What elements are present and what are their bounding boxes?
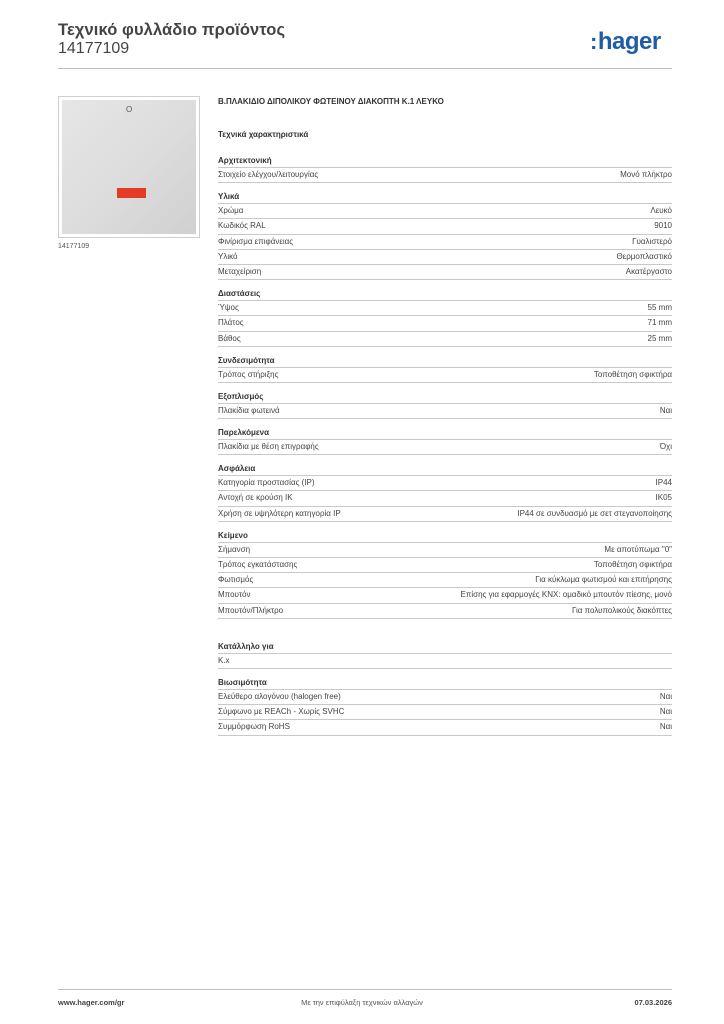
spec-value: IP44 σε συνδυασμό με σετ στεγανοποίησης (517, 508, 672, 518)
spec-label: Μπουτόν/Πλήκτρο (218, 605, 284, 615)
spec-value: 9010 (654, 221, 672, 231)
spec-label: Υλικό (218, 251, 238, 261)
spec-value: 25 mm (647, 333, 672, 343)
spec-label: Κωδικός RAL (218, 221, 266, 231)
spec-value: Ναι (659, 722, 672, 732)
spec-row (218, 315, 672, 330)
spec-value: IK05 (655, 493, 672, 503)
spec-label: Φωτισμός (218, 575, 254, 585)
header-divider (58, 68, 672, 69)
switch-plate-picture (62, 100, 196, 234)
spec-label: Ελεύθερο αλογόνου (halogen free) (218, 691, 341, 701)
section-title: Διαστάσεις (218, 289, 261, 299)
spec-row (218, 218, 672, 233)
footer-note: Με την επιφύλαξη τεχνικών αλλαγών (301, 998, 423, 1007)
spec-label: Σήμανση (218, 544, 251, 554)
section-title: Συνδεσιμότητα (218, 355, 275, 365)
spec-label: Μεταχείριση (218, 266, 262, 276)
spec-value: Μονό πλήκτρο (620, 170, 672, 179)
spec-row (218, 234, 672, 249)
spec-value: Με αποτύπωμα "0" (604, 544, 672, 554)
spec-label: Αντοχή σε κρούση IK (218, 493, 293, 503)
spec-row (218, 689, 672, 704)
spec-row (218, 249, 672, 264)
spec-section (218, 463, 672, 522)
spec-section (218, 427, 672, 455)
section-title: Παρελκόμενα (218, 428, 270, 438)
spec-section (218, 155, 672, 183)
spec-label: Μπουτόν (218, 590, 251, 600)
spec-row (218, 603, 672, 619)
footer-date: 07.03.2026 (634, 998, 672, 1007)
spec-value: 71 mm (647, 318, 672, 328)
spec-label: Ύψος (218, 303, 239, 313)
spec-label: Χρώμα (218, 206, 244, 216)
spec-value: Όχι (659, 442, 672, 452)
spec-value: 55 mm (647, 303, 672, 313)
spec-value: Ακατέργαστο (625, 266, 672, 276)
spec-row (218, 653, 672, 669)
image-caption: 14177109 (58, 243, 90, 250)
hager-logo: :hager (590, 28, 661, 55)
spec-row (218, 719, 672, 735)
spec-value: Ναι (659, 405, 672, 415)
section-title: Κείμενο (218, 530, 248, 540)
section-title: Κατάλληλο για (218, 641, 274, 651)
spec-row (218, 506, 672, 522)
section-title: Αρχιτεκτονική (218, 156, 272, 165)
section-title: Υλικά (218, 192, 240, 202)
spec-label: Πλακίδια φωτεινά (218, 405, 280, 415)
product-image (58, 96, 200, 238)
spec-label: Τρόπος στήριξης (218, 369, 279, 379)
spec-label: K.x (218, 655, 230, 665)
spec-row (218, 475, 672, 490)
spec-label: Τρόπος εγκατάστασης (218, 560, 298, 569)
spec-row (218, 367, 672, 383)
spec-row (218, 587, 672, 602)
spec-row (218, 203, 672, 218)
spec-label: Χρήση σε υψηλότερη κατηγορία IP (218, 508, 341, 518)
spec-section (218, 191, 672, 280)
spec-row (218, 557, 672, 572)
spec-label: Σύμφωνο με REACh - Χωρίς SVHC (218, 707, 345, 717)
spec-row (218, 572, 672, 587)
specs-heading: Τεχνικά χαρακτηριστικά (218, 130, 309, 139)
spec-label: Φινίρισμα επιφάνειας (218, 236, 294, 246)
document-title: Τεχνικό φυλλάδιο προϊόντος (58, 21, 286, 39)
spec-row (218, 264, 672, 280)
spec-row (218, 167, 672, 183)
plate-marking: O (126, 105, 133, 114)
spec-value: Τοποθέτηση σφικτήρα (593, 560, 672, 569)
indicator-window (117, 188, 146, 198)
section-title: Ασφάλεια (218, 464, 256, 474)
spec-value: Λευκό (650, 206, 672, 216)
spec-row (218, 542, 672, 557)
spec-row (218, 704, 672, 719)
spec-label: Κατηγορία προστασίας (IP) (218, 478, 315, 488)
spec-row (218, 490, 672, 505)
spec-value: Για πολυπολικούς διακόπτες (571, 605, 672, 615)
spec-label: Συμμόρφωση RoHS (218, 722, 290, 732)
spec-value: Ναι (659, 691, 672, 701)
spec-row (218, 300, 672, 315)
spec-value: Ναι (659, 707, 672, 717)
spec-value: Θερμοπλαστικό (616, 251, 672, 261)
spec-value: Γυαλιστερό (632, 236, 672, 246)
spec-row (218, 439, 672, 455)
spec-section (218, 641, 672, 669)
logo-text: hager (597, 28, 661, 55)
section-title: Βιωσιμότητα (218, 677, 267, 687)
footer-divider (58, 989, 672, 990)
spec-value: IP44 (655, 478, 672, 488)
spec-section (218, 391, 672, 419)
spec-label: Βάθος (218, 333, 241, 343)
spec-row (218, 403, 672, 419)
spec-section (218, 530, 672, 619)
spec-section (218, 677, 672, 736)
product-name: Β.ΠΛΑΚΙΔΙΟ ΔΙΠΟΛΙΚΟΥ ΦΩΤΕΙΝΟΥ ΔΙΑΚΟΠΤΗ Κ.1 ΛΕΥΚΟ (218, 97, 444, 106)
spec-value: Επίσης για εφαρμογές KNX: ομαδικό μπουτόν πίεσης, μονό (460, 590, 672, 600)
section-title: Εξοπλισμός (218, 391, 264, 401)
spec-label: Πλακίδια με θέση επιγραφής (218, 442, 319, 452)
spec-label: Στοιχείο ελέγχου/λειτουργίας (218, 170, 319, 179)
spec-value: Για κύκλωμα φωτισμού και επιτήρησης (535, 575, 672, 585)
spec-label: Πλάτος (218, 318, 244, 328)
specs-table (218, 155, 672, 744)
product-code: 14177109 (58, 40, 130, 57)
spec-section (218, 288, 672, 347)
spec-value: Τοποθέτηση σφικτήρα (593, 369, 672, 379)
spec-row (218, 331, 672, 347)
footer-url[interactable]: www.hager.com/gr (58, 998, 125, 1007)
spec-section (218, 355, 672, 383)
